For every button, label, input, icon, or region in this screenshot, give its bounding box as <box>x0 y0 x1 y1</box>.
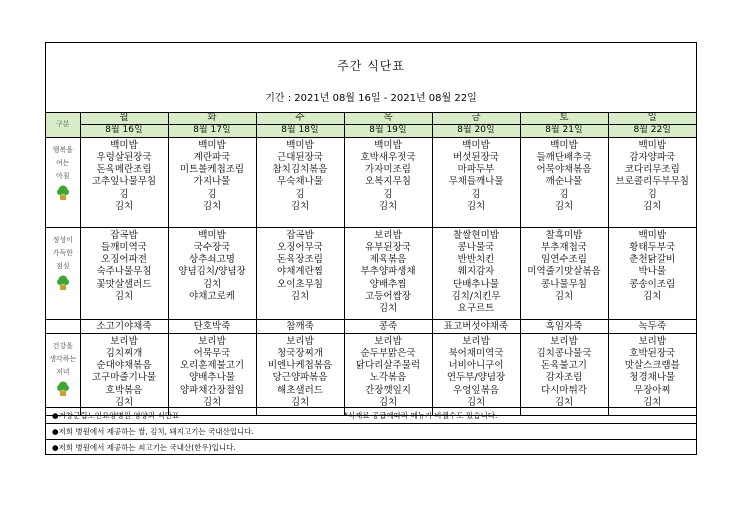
menu-item: 버섯된장국 <box>453 151 499 163</box>
menu-item: 김치 <box>378 396 398 408</box>
menu-item: 꽃맛살샐러드 <box>96 278 152 290</box>
menu-item: 가자미조림 <box>365 164 411 176</box>
special-label-cell <box>46 319 80 333</box>
menu-item: 순대야채볶음 <box>96 360 152 372</box>
menu-item: 고구마줄기나물 <box>91 372 157 384</box>
sheet-header <box>46 43 696 113</box>
lunch-cell-화 <box>168 227 256 319</box>
label-line: 건강을 <box>52 341 73 350</box>
menu-item: 부추재첩국 <box>541 241 587 253</box>
menu-item: 유부된장국 <box>365 241 411 253</box>
breakfast-cell-일 <box>608 137 696 227</box>
dinner-cell-금 <box>432 333 520 415</box>
menu-item: 닭다리살주물럭 <box>355 360 421 372</box>
menu-item: 춘천닭갈비 <box>629 254 676 266</box>
menu-item: 양배추나물 <box>189 372 235 384</box>
label-line: 아침 <box>55 171 70 180</box>
special-porridge: 참깨죽 <box>256 319 344 333</box>
menu-item: 찰흑미밥 <box>545 229 583 241</box>
menu-item: 백미밥 <box>110 139 138 151</box>
menu-item: 들깨미역국 <box>101 241 147 253</box>
menu-item: 제육볶음 <box>369 254 407 266</box>
menu-item: 돈육불고기 <box>541 360 587 372</box>
day-row <box>46 113 696 124</box>
day-header: 금 <box>432 113 520 124</box>
menu-item: 상추쇠고명 <box>189 254 235 266</box>
day-header: 목 <box>344 113 432 124</box>
menu-item: 맛살스크램블 <box>624 360 680 372</box>
menu-item: 너비아니구이 <box>448 360 504 372</box>
menu-item: 가지나물 <box>193 176 231 188</box>
menu-item: 백미밥 <box>462 139 490 151</box>
menu-item: 야채고로케 <box>189 290 235 302</box>
day-header: 일 <box>608 113 696 124</box>
menu-item: 웨지감자 <box>457 266 495 278</box>
menu-item: 김치찌개 <box>105 347 143 359</box>
date-header: 8월 22일 <box>608 124 696 137</box>
menu-item: 무채들깨나물 <box>448 176 504 188</box>
menu-item: 김치 <box>114 200 134 212</box>
menu-item: 호박새우젓국 <box>360 151 416 163</box>
menu-item: 백미밥 <box>638 139 667 151</box>
menu-item: 우렁살된장국 <box>96 151 152 163</box>
date-header: 8월 18일 <box>256 124 344 137</box>
menu-item: 해초샐러드 <box>277 384 323 396</box>
potted-plant-icon <box>56 275 70 291</box>
menu-item: 감자조림 <box>545 372 583 384</box>
special-porridge-row <box>46 319 696 333</box>
menu-item: 무숙채나물 <box>277 176 323 188</box>
menu-item: 백미밥 <box>550 139 578 151</box>
menu-item: 보리밥 <box>286 335 314 347</box>
menu-item: 마파두부 <box>457 164 495 176</box>
menu-item: 무장아찌 <box>633 384 671 396</box>
menu-item: 김 <box>647 188 657 200</box>
label-line: 행복을 <box>52 145 73 154</box>
menu-item: 백미밥 <box>374 139 402 151</box>
date-header: 8월 19일 <box>344 124 432 137</box>
menu-item: 찰쌀현미밥 <box>453 229 499 241</box>
menu-item: 들깨단배추국 <box>536 151 592 163</box>
menu-item: 감자양파국 <box>629 151 676 163</box>
menu-item: 반반치킨 <box>457 254 495 266</box>
menu-item: 양배추찜 <box>369 278 407 290</box>
menu-item: 보리밥 <box>198 335 226 347</box>
breakfast-row <box>46 137 696 227</box>
dinner-cell-목 <box>344 333 432 415</box>
lunch-cell-월 <box>80 227 168 319</box>
lunch-label <box>46 228 80 273</box>
period-text: 기간 : 2021년 08월 16일 - 2021년 08월 22일 <box>265 93 477 104</box>
menu-item: 호박볶음 <box>105 384 143 396</box>
menu-item: 김치 <box>643 200 662 212</box>
dinner-label-cell <box>46 333 80 415</box>
menu-item: 김 <box>559 188 569 200</box>
dinner-row <box>46 333 696 415</box>
menu-item: 김치 <box>202 396 222 408</box>
breakfast-cell-금 <box>432 137 520 227</box>
menu-item: 계란파국 <box>193 151 231 163</box>
menu-item: 김치콩나물국 <box>536 347 592 359</box>
notes-section <box>46 407 696 455</box>
menu-item: 돈육메란조림 <box>96 164 152 176</box>
menu-item: 김치 <box>114 396 134 408</box>
lunch-cell-금 <box>432 227 520 319</box>
lunch-label-cell <box>46 227 80 319</box>
menu-sheet <box>45 42 697 455</box>
menu-item: 코다리무조림 <box>624 164 680 176</box>
lunch-cell-목 <box>344 227 432 319</box>
menu-item: 김치 <box>290 396 310 408</box>
menu-item: 브로콜리두부무침 <box>615 176 689 188</box>
potted-plant-icon <box>56 381 70 397</box>
label-line: 정성이 <box>52 235 73 244</box>
lunch-cell-일 <box>608 227 696 319</box>
menu-item: 오징어무국 <box>277 241 323 253</box>
date-header: 8월 16일 <box>80 124 168 137</box>
date-header: 8월 20일 <box>432 124 520 137</box>
menu-item: 노각볶음 <box>369 372 407 384</box>
day-header: 월 <box>80 113 168 124</box>
breakfast-cell-목 <box>344 137 432 227</box>
menu-item: 보리밥 <box>638 335 667 347</box>
menu-item: 간장깻잎지 <box>365 384 411 396</box>
special-porridge: 소고기야채죽 <box>80 319 168 333</box>
menu-item: 백미밥 <box>198 139 226 151</box>
date-header: 8월 17일 <box>168 124 256 137</box>
note-line-2: ●저희 병원에서 제공하는 쌀, 김치, 돼지고기는 국내산입니다. <box>46 423 696 439</box>
menu-item: 다시마튀각 <box>541 384 587 396</box>
menu-item: 호박된장국 <box>629 347 676 359</box>
menu-item: 김치 <box>202 278 222 290</box>
menu-item: 고추잎나물무침 <box>91 176 157 188</box>
menu-item: 김치 <box>378 200 398 212</box>
label-line: 여는 <box>55 158 70 167</box>
label-line: 저녁 <box>55 367 70 376</box>
dinner-cell-일 <box>608 333 696 415</box>
label-line: 가득한 <box>52 248 73 257</box>
menu-item: 김치/치킨무 <box>451 290 501 302</box>
menu-item: 오복지무침 <box>365 176 411 188</box>
menu-item: 김 <box>383 188 393 200</box>
menu-item: 보리밥 <box>110 335 138 347</box>
menu-item: 야채계란찜 <box>277 266 323 278</box>
menu-item: 김 <box>207 188 217 200</box>
note-line-3: ●저희 병원에서 제공하는 쇠고기는 국내산(한우)입니다. <box>46 439 696 455</box>
menu-item: 오이초무침 <box>277 278 323 290</box>
menu-item: 숙주나물무침 <box>96 266 152 278</box>
breakfast-label-cell <box>46 137 80 227</box>
menu-item: 오징어파전 <box>101 254 147 266</box>
note-line-1 <box>46 407 696 423</box>
menu-table <box>46 113 696 416</box>
breakfast-cell-화 <box>168 137 256 227</box>
menu-item: 김치 <box>290 290 310 302</box>
menu-item: 연두부/양념장 <box>446 372 506 384</box>
menu-item: 청국장찌개 <box>277 347 323 359</box>
menu-item: 잡곡밥 <box>286 229 314 241</box>
menu-item: 김치 <box>466 200 486 212</box>
breakfast-cell-토 <box>520 137 608 227</box>
menu-item: 청경채나물 <box>629 372 676 384</box>
menu-item: 돈육장조림 <box>277 254 323 266</box>
dinner-cell-수 <box>256 333 344 415</box>
menu-item: 박나물 <box>638 266 667 278</box>
label-line: 점심 <box>55 261 70 270</box>
menu-item: 황태두부국 <box>629 241 676 253</box>
menu-item: 김치 <box>554 290 574 302</box>
menu-item: 임연수조림 <box>541 254 587 266</box>
menu-item: 당근양파볶음 <box>272 372 328 384</box>
special-porridge: 녹두죽 <box>608 319 696 333</box>
breakfast-cell-월 <box>80 137 168 227</box>
menu-item: 참치김치볶음 <box>272 164 328 176</box>
dinner-cell-화 <box>168 333 256 415</box>
lunch-cell-토 <box>520 227 608 319</box>
menu-item: 요구르트 <box>457 303 495 315</box>
menu-item: 김치 <box>466 396 486 408</box>
special-porridge: 단호박죽 <box>168 319 256 333</box>
note-hospital: ●거창군립노인요양병원 영양과 식단표 <box>52 411 180 420</box>
menu-item: 보리밥 <box>550 335 578 347</box>
menu-item: 김치 <box>202 200 222 212</box>
date-header: 8월 21일 <box>520 124 608 137</box>
menu-item: 어묵야채볶음 <box>536 164 592 176</box>
menu-item: 양념김치/양념장 <box>178 266 246 278</box>
day-header: 수 <box>256 113 344 124</box>
lunch-row <box>46 227 696 319</box>
menu-item: 우엉잎볶음 <box>453 384 499 396</box>
menu-item: 양파채간장절임 <box>179 384 245 396</box>
day-header: 토 <box>520 113 608 124</box>
menu-item: 백미밥 <box>638 229 667 241</box>
menu-item: 보리밥 <box>374 229 402 241</box>
menu-item: 고등어쌈장 <box>365 290 411 302</box>
lunch-cell-수 <box>256 227 344 319</box>
menu-item: 김 <box>471 188 481 200</box>
menu-item: 백미밥 <box>198 229 226 241</box>
menu-item: 김치 <box>378 303 398 315</box>
special-porridge: 표고버섯야채죽 <box>432 319 520 333</box>
label-line: 생각하는 <box>49 354 77 363</box>
menu-item: 김치 <box>114 290 134 302</box>
menu-item: 보리밥 <box>374 335 402 347</box>
dinner-cell-토 <box>520 333 608 415</box>
menu-item: 비엔나케첩볶음 <box>267 360 333 372</box>
menu-item: 미역줄기맛살볶음 <box>527 266 601 278</box>
menu-item: 김치 <box>554 396 574 408</box>
menu-item: 단배추나물 <box>453 278 499 290</box>
day-header: 화 <box>168 113 256 124</box>
menu-item: 김치 <box>290 200 310 212</box>
menu-item: 근대된장국 <box>277 151 323 163</box>
menu-item: 김 <box>295 188 305 200</box>
dinner-cell-월 <box>80 333 168 415</box>
page-title: 주간 식단표 <box>337 59 405 73</box>
menu-item: 김 <box>119 188 129 200</box>
breakfast-label <box>46 138 80 183</box>
menu-item: 김치 <box>643 396 662 408</box>
note-ingredient-change: *식재료 공급에따라 메뉴가 바뀔수도 있습니다. <box>344 411 498 420</box>
menu-item: 콩나물무침 <box>541 278 587 290</box>
menu-item: 깨순나물 <box>545 176 583 188</box>
menu-item: 오리훈제불고기 <box>179 360 245 372</box>
dinner-label <box>46 334 80 379</box>
menu-item: 콩나물국 <box>457 241 495 253</box>
menu-item: 미트볼케첩조림 <box>179 164 245 176</box>
menu-item: 순두부맑은국 <box>360 347 416 359</box>
menu-item: 김치 <box>554 200 574 212</box>
menu-item: 보리밥 <box>462 335 490 347</box>
menu-item: 부추양파생채 <box>360 266 416 278</box>
gubun-label: 구분 <box>46 113 80 137</box>
menu-item: 백미밥 <box>286 139 314 151</box>
menu-item: 잡곡밥 <box>110 229 138 241</box>
special-porridge: 흑임자죽 <box>520 319 608 333</box>
special-porridge: 콩죽 <box>344 319 432 333</box>
menu-item: 국수장국 <box>193 241 231 253</box>
potted-plant-icon <box>56 185 70 201</box>
date-row <box>46 124 696 137</box>
breakfast-cell-수 <box>256 137 344 227</box>
menu-item: 김치 <box>643 290 662 302</box>
menu-item: 콩송이조림 <box>629 278 676 290</box>
menu-item: 어묵무국 <box>193 347 231 359</box>
menu-item: 북어채미역국 <box>448 347 504 359</box>
